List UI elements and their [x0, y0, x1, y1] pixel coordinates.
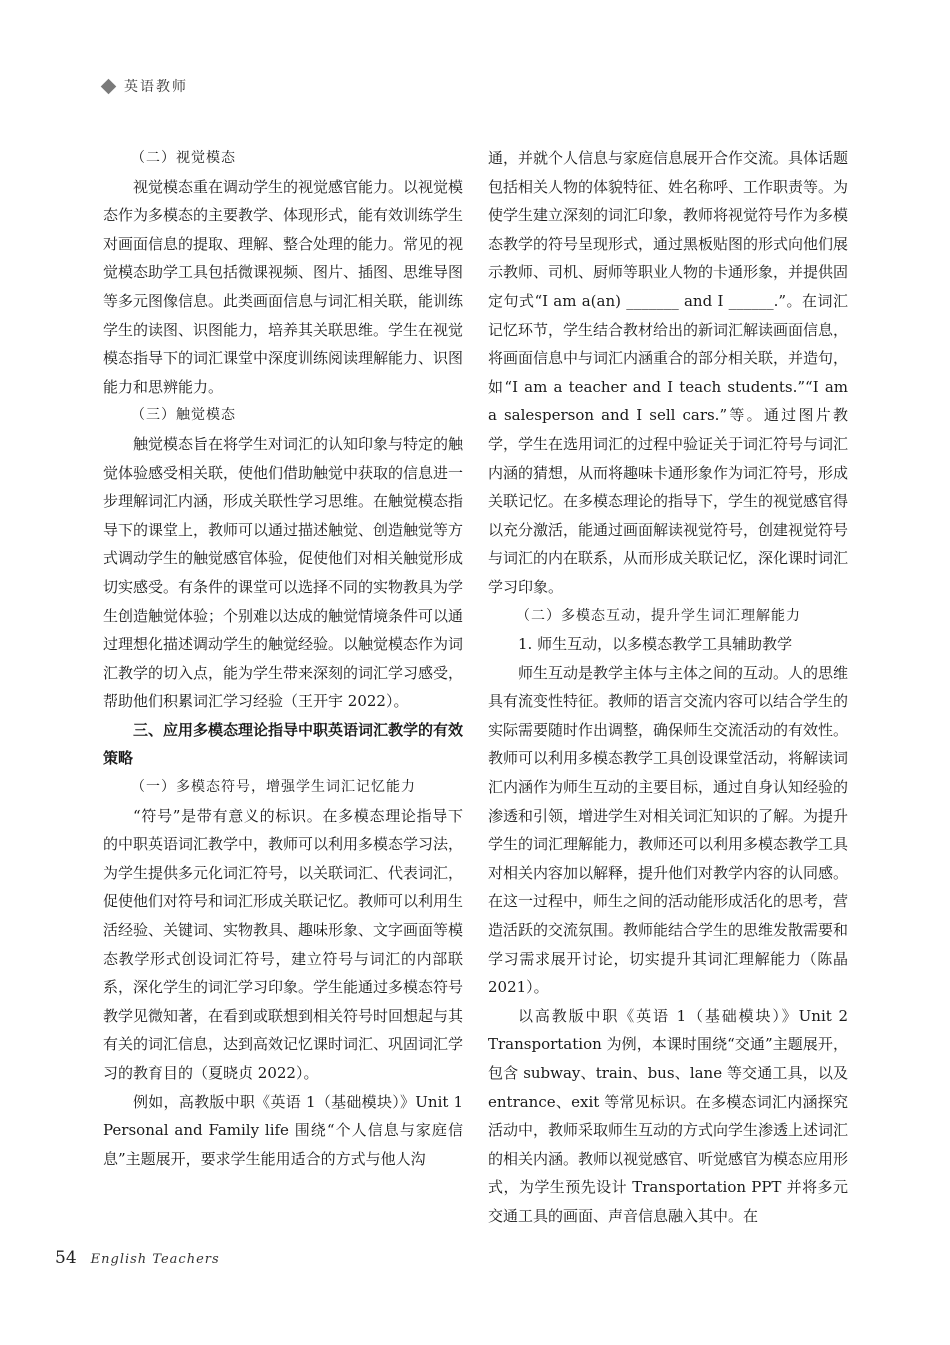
running-header [103, 76, 188, 96]
journal-english-name: English Teachers [90, 1252, 220, 1267]
subsection-heading: （二）多模态互动，提升学生词汇理解能力 [516, 607, 801, 624]
subsection-heading: （二）视觉模态 [131, 150, 236, 166]
running-footer [55, 1248, 220, 1268]
numbered-heading: 1. 师生互动，以多模态教学工具辅助教学 [518, 635, 793, 654]
subsection-heading: （三）触觉模态 [131, 407, 236, 424]
paragraph: 以高教版中职《英语 1（基础模块）》Unit 2 Transportation 为例，本课时围绕“交通”主题展开，包含 subway、train、bus、lane 等交通工具，以及 entrance、exit 等常见标识。在多模态词汇内涵探究活动中，教师采取师生互动的方式向学生渗透上述词汇的相关内涵。教师以视觉感官、听觉感官为模态应用形式，为学生预先设计 Transportation PPT 并将多元交通工具的画面、声音信息融入其中。在 [488, 1006, 849, 1225]
right-column [488, 144, 848, 1231]
paragraph: 触觉模态旨在将学生对词汇的认知印象与特定的触觉体验感受相关联，使他们借助触觉中获取的信息进一步理解词汇内涵，形成关联性学习思维。在触觉模态指导下的课堂上，教师可以通过描述触觉、创造触觉等方式调动学生的触觉感官体验，促使他们对相关触觉形成切实感受。有条件的课堂可以选择不同的实物教具为学生创造触觉体验；个别难以达成的触觉情境条件可以通过理想化描述调动学生的触觉经验。以触觉模态作为词汇教学的切入点，能为学生带来深刻的词汇学习感受，帮助他们积累词汇学习经验（王开宇 2022）。 [103, 434, 464, 711]
page-number: 54 [55, 1248, 77, 1268]
paragraph-continued: 通，并就个人信息与家庭信息展开合作交流。具体话题包括相关人物的体貌特征、姓名称呼、工作职责等。为使学生建立深刻的词汇印象，教师将视觉符号作为多模态教学的符号呈现形式，通过黑板贴图的形式向他们展示教师、司机、厨师等职业人物的卡通形象，并提供固定句式“I am a(an) _______ and I ______.”。在词汇记忆环节，学生结合教材给出的新词汇解读画面信息，将画面信息中与词汇内涵重合的部分相关联，并造句，如“I am a teacher and I teach students.”“I am a salesperson and I sell cars.”等。通过图片教学，学生在选用词汇的过程中验证关于词汇符号与词汇内涵的猜想，从而将趣味卡通形象作为词汇符号，形成关联记忆。在多模态理论的指导下，学生的视觉感官得以充分激活，能通过画面解读视觉符号，创建视觉符号与词汇的内在联系，从而形成关联记忆，深化课时词汇学习印象。 [488, 149, 849, 596]
paragraph: 例如，高教版中职《英语 1（基础模块）》Unit 1 Personal and Family life 围绕“个人信息与家庭信息”主题展开，要求学生能用适合的方式与他人沟 [103, 1092, 463, 1168]
subsection-heading: （一）多模态符号，增强学生词汇记忆能力 [131, 779, 416, 796]
paragraph: 视觉模态重在调动学生的视觉感官能力。以视觉模态作为多模态的主要教学、体现形式，能有效训练学生对画面信息的提取、理解、整合处理的能力。常见的视觉模态助学工具包括微课视频、图片、插图、思维导图等多元图像信息。此类画面信息与词汇相关联，能训练学生的读图、识图能力，培养其关联思维。学生在视觉模态指导下的词汇课堂中深度训练阅读理解能力、识图能力和思辨能力。 [103, 177, 464, 396]
paragraph: “符号”是带有意义的标识。在多模态理论指导下的中职英语词汇教学中，教师可以利用多模态学习法，为学生提供多元化词汇符号，以关联词汇、代表词汇，促使他们对符号和词汇形成关联记忆。教师可以利用生活经验、关键词、实物教具、趣味形象、文字画面等模态教学形式创设词汇符号，建立符号与词汇的内部联系，深化学生的词汇学习印象。学生能通过多模态符号教学见微知著，在看到或联想到相关符号时回想起与其有关的词汇信息，达到高效记忆课时词汇、巩固词汇学习的教育目的（夏晓贞 2022）。 [103, 806, 464, 1082]
left-column [103, 144, 463, 1173]
paragraph: 师生互动是教学主体与主体之间的互动。人的思维具有流变性特征。教师的语言交流内容可以结合学生的实际需要随时作出调整，确保师生交流活动的有效性。教师可以利用多模态教学工具创设课堂活动，将解读词汇内涵作为师生互动的主要目标，通过自身认知经验的渗透和引领，增进学生对相关词汇知识的了解。为提升学生的词汇理解能力，教师还可以利用多模态教学工具对相关内容加以解释，提升他们对教学内容的认同感。在这一过程中，师生之间的活动能形成活化的思考，营造活跃的交流氛围。教师能结合学生的思维发散需要和学习需求展开讨论，切实提升其词汇理解能力（陈晶 2021）。 [488, 663, 849, 997]
journal-name: 英语教师 [124, 79, 188, 95]
section-heading: 三、应用多模态理论指导中职英语词汇教学的有效策略 [103, 720, 464, 768]
diamond-icon [101, 78, 117, 94]
